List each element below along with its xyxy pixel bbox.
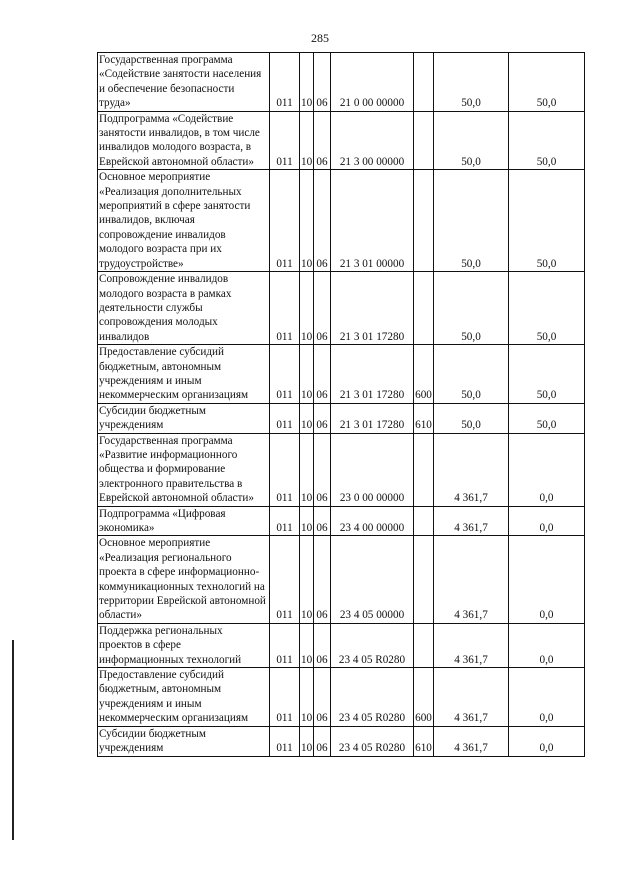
target-article-cell: 21 0 00 00000: [331, 53, 414, 112]
row-name-cell: Основное мероприятие «Реализация дополнительных мероприятий в сфере занятости инвалидов, включая сопровождение инвалидов молодого возраста при их трудоустройстве»: [98, 170, 270, 272]
expense-type-cell: [414, 536, 434, 623]
amount-year1-cell: 4 361,7: [434, 668, 509, 727]
expense-type-cell: [414, 506, 434, 536]
ved-code-cell: 011: [270, 668, 300, 727]
budget-table: [97, 52, 585, 757]
target-article-cell: 23 0 00 00000: [331, 433, 414, 506]
amount-year1-cell: 50,0: [434, 53, 509, 112]
target-article-cell: 23 4 05 R0280: [331, 726, 414, 756]
amount-year2-cell: 50,0: [509, 272, 585, 345]
amount-year2-cell: 50,0: [509, 345, 585, 404]
section-code-cell: 10: [300, 345, 314, 404]
ved-code-cell: 011: [270, 623, 300, 667]
subsection-code-cell: 06: [314, 433, 331, 506]
table-row: [98, 111, 585, 170]
expense-type-cell: [414, 53, 434, 112]
subsection-code-cell: 06: [314, 111, 331, 170]
amount-year2-cell: 0,0: [509, 726, 585, 756]
expense-type-cell: [414, 272, 434, 345]
amount-year1-cell: 50,0: [434, 403, 509, 433]
amount-year1-cell: 4 361,7: [434, 623, 509, 667]
row-name-cell: Предоставление субсидий бюджетным, автономным учреждениям и иным некоммерческим организациям: [98, 345, 270, 404]
section-code-cell: 10: [300, 53, 314, 112]
ved-code-cell: 011: [270, 403, 300, 433]
amount-year1-cell: 50,0: [434, 272, 509, 345]
row-name-cell: Подпрограмма «Содействие занятости инвалидов, в том числе инвалидов молодого возраста, в Еврейской автономной области»: [98, 111, 270, 170]
subsection-code-cell: 06: [314, 272, 331, 345]
amount-year2-cell: 0,0: [509, 433, 585, 506]
ved-code-cell: 011: [270, 111, 300, 170]
target-article-cell: 23 4 00 00000: [331, 506, 414, 536]
subsection-code-cell: 06: [314, 668, 331, 727]
table-row: [98, 536, 585, 623]
amount-year1-cell: 4 361,7: [434, 536, 509, 623]
amount-year1-cell: 50,0: [434, 170, 509, 272]
amount-year2-cell: 0,0: [509, 623, 585, 667]
subsection-code-cell: 06: [314, 506, 331, 536]
target-article-cell: 23 4 05 R0280: [331, 668, 414, 727]
section-code-cell: 10: [300, 726, 314, 756]
target-article-cell: 21 3 01 00000: [331, 170, 414, 272]
subsection-code-cell: 06: [314, 403, 331, 433]
table-row: [98, 623, 585, 667]
target-article-cell: 21 3 00 00000: [331, 111, 414, 170]
table-row: [98, 53, 585, 112]
table-body: [98, 53, 585, 757]
amount-year1-cell: 50,0: [434, 345, 509, 404]
subsection-code-cell: 06: [314, 170, 331, 272]
subsection-code-cell: 06: [314, 345, 331, 404]
row-name-cell: Субсидии бюджетным учреждениям: [98, 403, 270, 433]
ved-code-cell: 011: [270, 53, 300, 112]
row-name-cell: Субсидии бюджетным учреждениям: [98, 726, 270, 756]
row-name-cell: Поддержка региональных проектов в сфере информационных технологий: [98, 623, 270, 667]
amount-year2-cell: 50,0: [509, 170, 585, 272]
amount-year1-cell: 4 361,7: [434, 433, 509, 506]
subsection-code-cell: 06: [314, 623, 331, 667]
row-name-cell: Предоставление субсидий бюджетным, автономным учреждениям и иным некоммерческим организациям: [98, 668, 270, 727]
ved-code-cell: 011: [270, 272, 300, 345]
subsection-code-cell: 06: [314, 536, 331, 623]
ved-code-cell: 011: [270, 170, 300, 272]
section-code-cell: 10: [300, 506, 314, 536]
page-number: 285: [311, 31, 329, 45]
section-code-cell: 10: [300, 433, 314, 506]
row-name-cell: Сопровождение инвалидов молодого возраста в рамках деятельности службы сопровождения молодых инвалидов: [98, 272, 270, 345]
amount-year1-cell: 50,0: [434, 111, 509, 170]
section-code-cell: 10: [300, 111, 314, 170]
expense-type-cell: 600: [414, 668, 434, 727]
ved-code-cell: 011: [270, 433, 300, 506]
table-row: [98, 170, 585, 272]
section-code-cell: 10: [300, 170, 314, 272]
table-row: [98, 668, 585, 727]
subsection-code-cell: 06: [314, 726, 331, 756]
section-code-cell: 10: [300, 623, 314, 667]
target-article-cell: 23 4 05 R0280: [331, 623, 414, 667]
table-row: [98, 433, 585, 506]
expense-type-cell: [414, 170, 434, 272]
amount-year1-cell: 4 361,7: [434, 726, 509, 756]
section-code-cell: 10: [300, 668, 314, 727]
expense-type-cell: 610: [414, 403, 434, 433]
amount-year2-cell: 50,0: [509, 111, 585, 170]
ved-code-cell: 011: [270, 536, 300, 623]
table-row: [98, 506, 585, 536]
table-row: [98, 403, 585, 433]
target-article-cell: 21 3 01 17280: [331, 272, 414, 345]
amount-year2-cell: 0,0: [509, 536, 585, 623]
table-row: [98, 272, 585, 345]
ved-code-cell: 011: [270, 345, 300, 404]
table-row: [98, 345, 585, 404]
row-name-cell: Основное мероприятие «Реализация регионального проекта в сфере информационно-коммуникационных технологий на территории Еврейской автономной области»: [98, 536, 270, 623]
target-article-cell: 21 3 01 17280: [331, 403, 414, 433]
table-row: [98, 726, 585, 756]
amount-year2-cell: 50,0: [509, 403, 585, 433]
row-name-cell: Государственная программа «Содействие занятости населения и обеспечение безопасности труда»: [98, 53, 270, 112]
expense-type-cell: [414, 433, 434, 506]
section-code-cell: 10: [300, 403, 314, 433]
margin-rule: [12, 640, 14, 840]
ved-code-cell: 011: [270, 726, 300, 756]
amount-year2-cell: 0,0: [509, 506, 585, 536]
section-code-cell: 10: [300, 536, 314, 623]
expense-type-cell: 600: [414, 345, 434, 404]
amount-year1-cell: 4 361,7: [434, 506, 509, 536]
expense-type-cell: [414, 623, 434, 667]
ved-code-cell: 011: [270, 506, 300, 536]
row-name-cell: Подпрограмма «Цифровая экономика»: [98, 506, 270, 536]
expense-type-cell: [414, 111, 434, 170]
row-name-cell: Государственная программа «Развитие информационного общества и формирование электронного правительства в Еврейской автономной области»: [98, 433, 270, 506]
target-article-cell: 23 4 05 00000: [331, 536, 414, 623]
expense-type-cell: 610: [414, 726, 434, 756]
amount-year2-cell: 0,0: [509, 668, 585, 727]
subsection-code-cell: 06: [314, 53, 331, 112]
section-code-cell: 10: [300, 272, 314, 345]
target-article-cell: 21 3 01 17280: [331, 345, 414, 404]
amount-year2-cell: 50,0: [509, 53, 585, 112]
